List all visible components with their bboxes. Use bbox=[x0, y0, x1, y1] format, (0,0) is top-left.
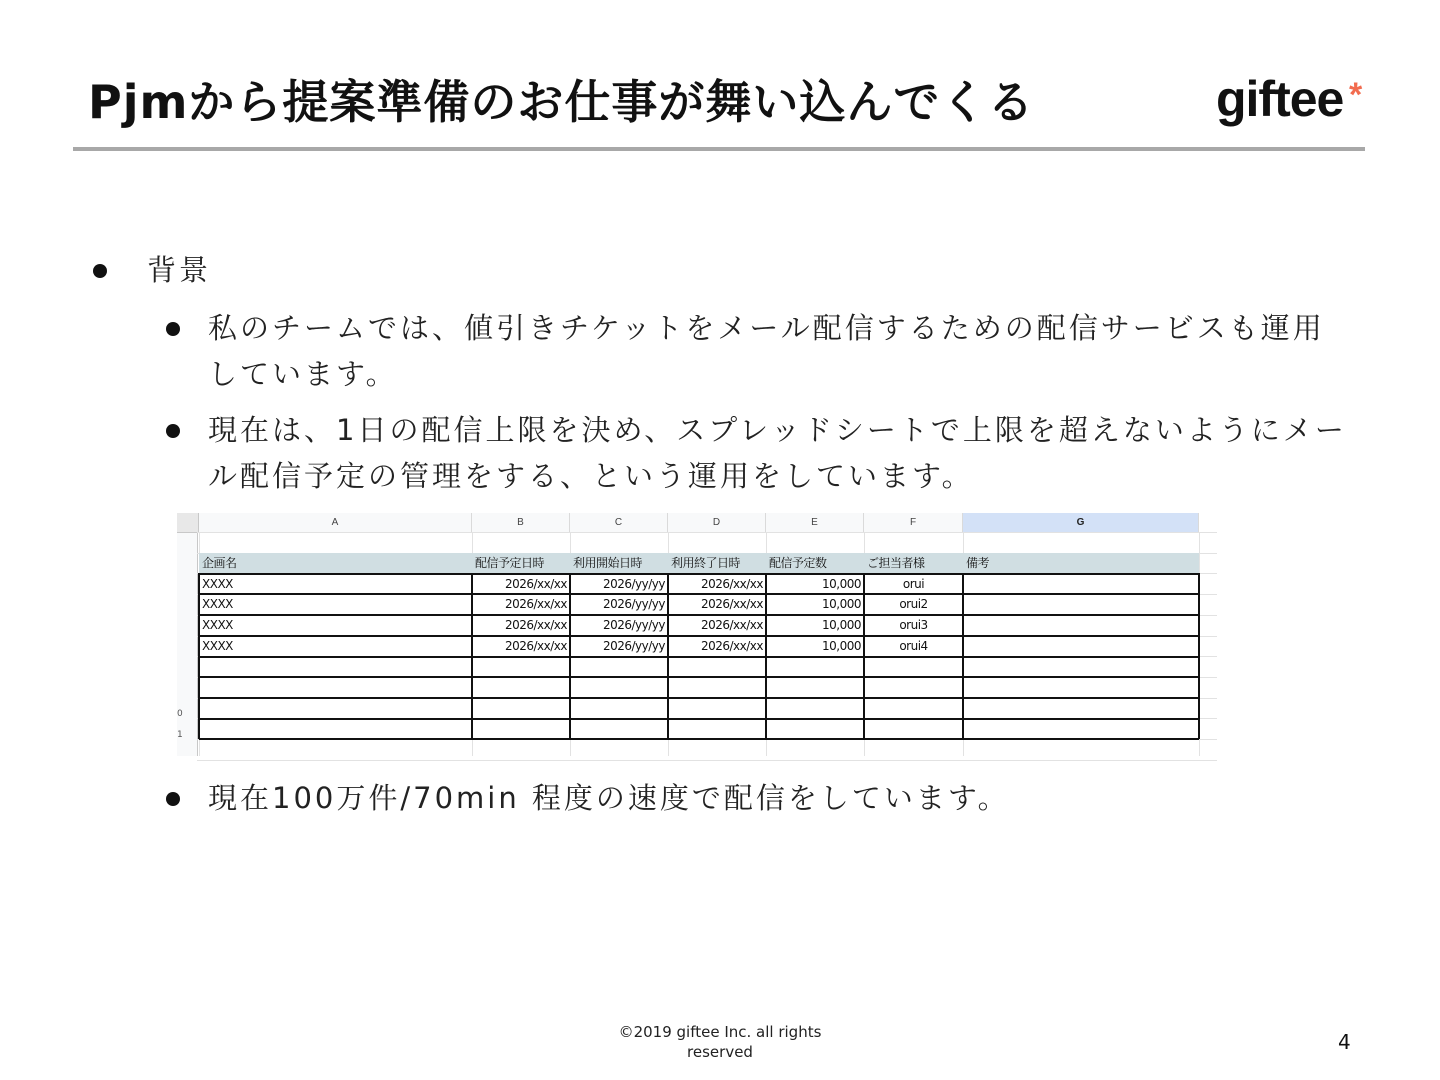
table-cell: 2026/yy/yy bbox=[602, 576, 665, 591]
column-header-c: C bbox=[570, 513, 668, 533]
bullet-text-1-line-2: しています。 bbox=[208, 357, 398, 391]
logo-text: giftee bbox=[1216, 71, 1344, 127]
column-header-a: A bbox=[199, 513, 472, 533]
row-number: 1 bbox=[177, 729, 183, 740]
table-cell: 10,000 bbox=[822, 618, 861, 633]
table-header-cell: 備考 bbox=[966, 556, 990, 570]
table-border bbox=[962, 573, 964, 740]
copyright-line-2: reserved bbox=[687, 1043, 753, 1061]
table-border bbox=[199, 676, 1199, 678]
table-header-cell: ご担当者様 bbox=[867, 556, 925, 570]
table-border bbox=[471, 573, 473, 740]
column-header-g: G bbox=[963, 513, 1199, 533]
table-cell: XXXX bbox=[202, 638, 233, 653]
table-border bbox=[199, 614, 1199, 616]
bullet-icon bbox=[166, 322, 180, 336]
table-border bbox=[199, 593, 1199, 595]
table-border bbox=[199, 718, 1199, 720]
table-cell: XXXX bbox=[202, 597, 233, 612]
table-border bbox=[1198, 573, 1200, 740]
gridline bbox=[197, 532, 1217, 533]
table-header-cell: 配信予定日時 bbox=[475, 556, 545, 570]
table-cell: 2026/xx/xx bbox=[504, 576, 567, 591]
copyright bbox=[600, 1022, 840, 1062]
table-cell: 2026/xx/xx bbox=[700, 576, 763, 591]
table-cell: orui bbox=[902, 576, 925, 591]
column-header-d: D bbox=[668, 513, 766, 533]
bullet-icon bbox=[93, 264, 107, 278]
table-cell: orui4 bbox=[899, 638, 928, 653]
table-cell: 2026/xx/xx bbox=[700, 597, 763, 612]
table-border bbox=[199, 573, 1199, 575]
page-number: 4 bbox=[1338, 1030, 1351, 1054]
table-cell: XXXX bbox=[202, 576, 233, 591]
table-cell: 2026/yy/yy bbox=[602, 597, 665, 612]
bullet-text-3: 現在100万件/70min 程度の速度で配信をしています。 bbox=[208, 781, 1010, 815]
table-cell: orui3 bbox=[899, 618, 928, 633]
table-border bbox=[199, 738, 1199, 740]
bullet-icon bbox=[166, 424, 180, 438]
table-cell: 2026/xx/xx bbox=[504, 597, 567, 612]
table-header-cell: 企画名 bbox=[202, 556, 237, 570]
corner-cell bbox=[177, 513, 199, 533]
table-border bbox=[863, 573, 865, 740]
section-heading: 背景 bbox=[147, 253, 212, 287]
table-header-cell: 配信予定数 bbox=[769, 556, 827, 570]
bullet-text-2-line-1: 現在は、1日の配信上限を決め、スプレッドシートで上限を超えないようにメー bbox=[208, 413, 1347, 447]
logo-star: * bbox=[1349, 76, 1363, 114]
column-header-f: F bbox=[864, 513, 963, 533]
table-border bbox=[667, 573, 669, 740]
table-cell: 10,000 bbox=[822, 576, 861, 591]
table-cell: XXXX bbox=[202, 618, 233, 633]
bullet-text-2-line-2: ル配信予定の管理をする、という運用をしています。 bbox=[208, 459, 974, 493]
table-border bbox=[198, 573, 200, 740]
gridline bbox=[197, 760, 1217, 761]
column-header-b: B bbox=[472, 513, 570, 533]
table-border bbox=[199, 656, 1199, 658]
table-cell: 10,000 bbox=[822, 597, 861, 612]
table-cell: 2026/yy/yy bbox=[602, 618, 665, 633]
table-cell: 2026/xx/xx bbox=[700, 618, 763, 633]
table-cell: 2026/xx/xx bbox=[504, 618, 567, 633]
table-cell: 10,000 bbox=[822, 638, 861, 653]
spreadsheet-image bbox=[177, 513, 1217, 756]
table-border bbox=[199, 635, 1199, 637]
bullet-icon bbox=[166, 792, 180, 806]
table-border bbox=[569, 573, 571, 740]
table-cell: 2026/xx/xx bbox=[700, 638, 763, 653]
column-header-e: E bbox=[766, 513, 864, 533]
table-cell: 2026/xx/xx bbox=[504, 638, 567, 653]
bullet-text-1-line-1: 私のチームでは、値引きチケットをメール配信するための配信サービスも運用 bbox=[208, 311, 1325, 345]
copyright-line-1: ©2019 giftee Inc. all rights bbox=[618, 1023, 822, 1041]
table-header-cell: 利用開始日時 bbox=[573, 556, 643, 570]
slide-title: Pjmから提案準備のお仕事が舞い込んでくる bbox=[88, 75, 1035, 129]
table-header-cell: 利用終了日時 bbox=[671, 556, 741, 570]
row-number: 0 bbox=[177, 708, 183, 719]
table-border bbox=[765, 573, 767, 740]
table-cell: 2026/yy/yy bbox=[602, 638, 665, 653]
table-border bbox=[199, 697, 1199, 699]
title-divider bbox=[73, 147, 1365, 151]
table-cell: orui2 bbox=[899, 597, 928, 612]
